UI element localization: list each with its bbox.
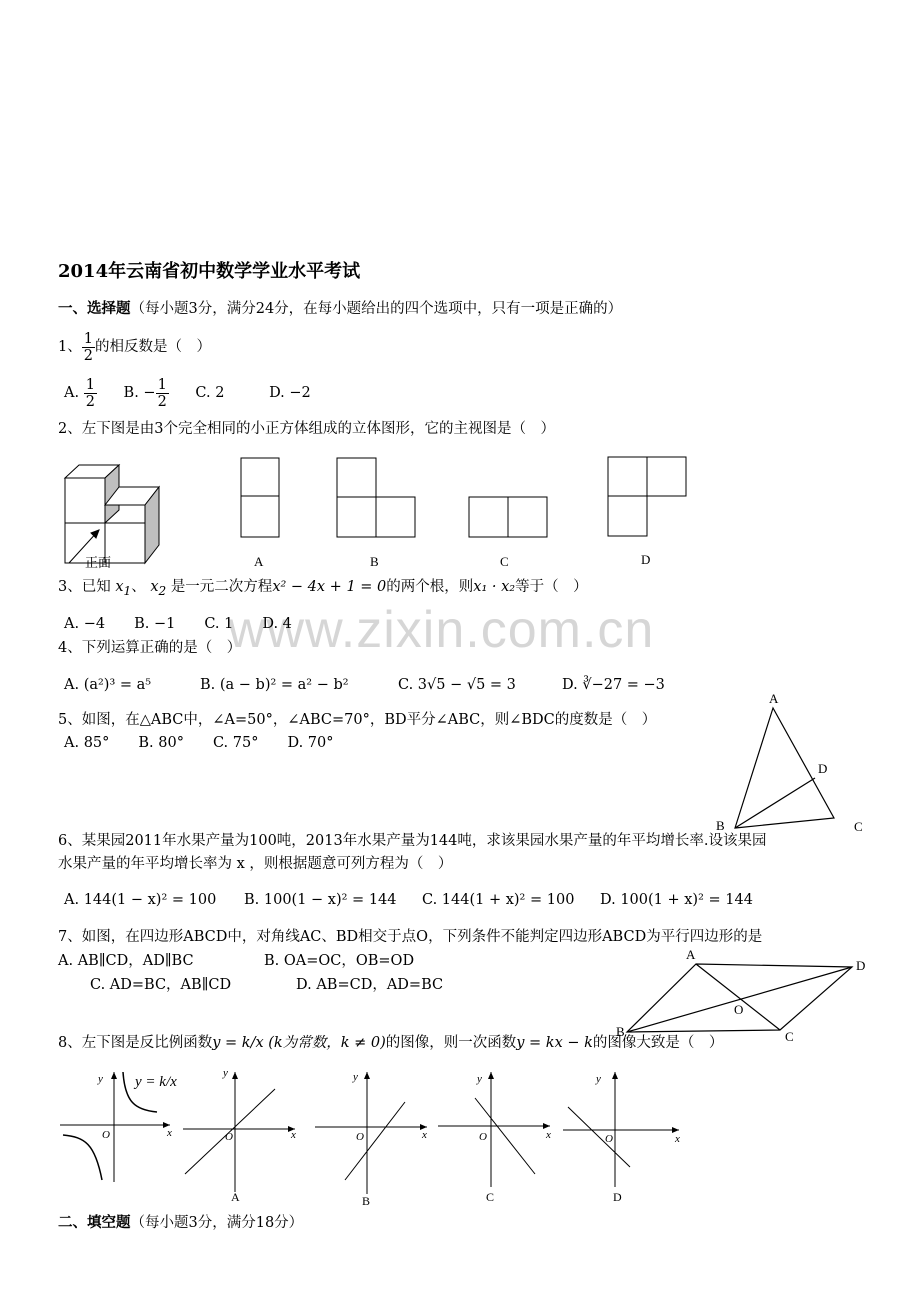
q8-graphs — [55, 1062, 695, 1208]
graph0-x: x — [167, 1127, 172, 1139]
graph-a-x: x — [291, 1129, 296, 1141]
q1-option-d: D. −2 — [269, 385, 311, 401]
q3-x2: $x_2$ — [150, 579, 167, 598]
q4-stem: 4、下列运算正确的是（ ） — [58, 640, 242, 656]
q8-stem — [58, 1033, 723, 1053]
q7-label-o: O — [734, 1002, 744, 1017]
q7-stem: 7、如图，在四边形ABCD中，对角线AC、BD相交于点O，下列条件不能判定四边形ABCD为平行四边形的是 — [58, 929, 763, 945]
q1-option-c: C. 2 — [195, 385, 225, 401]
graph-d-y: y — [596, 1073, 601, 1085]
section-2-heading — [58, 1213, 303, 1233]
graph0-y: y — [98, 1073, 103, 1085]
graph-b-label: B — [362, 1194, 371, 1208]
q1-option-b: B. − — [123, 385, 156, 401]
graph-a-y: y — [223, 1067, 228, 1079]
q1-frac-den: 2 — [83, 347, 93, 364]
q1-frac-num: 1 — [83, 330, 93, 347]
q7-label-b: B — [616, 1024, 625, 1039]
q2-label-a: A — [254, 554, 264, 569]
q6-option-b: B. 100(1 − x)² = 144 — [244, 892, 397, 908]
q1-option-b-frac — [156, 377, 169, 410]
q5-triangle-figure — [710, 688, 870, 834]
q3-options: A. −4 B. −1 C. 1 D. 4 — [64, 616, 292, 632]
q1-option-a: A. — [64, 385, 80, 401]
q2-front-label: 正面 — [85, 555, 112, 570]
graph-c-origin: O — [479, 1131, 487, 1143]
graph-d-label: D — [613, 1190, 622, 1204]
graph-a-origin: O — [225, 1131, 233, 1143]
graph0-curve-label: y = k/x — [135, 1074, 177, 1090]
q2-label-b: B — [370, 554, 379, 569]
q1-options — [64, 373, 311, 413]
watermark: www.zixin.com.cn — [228, 601, 655, 659]
section-1-head: 一、选择题 — [58, 300, 131, 317]
q7-option-a: A. AB∥CD，AD∥BC — [58, 953, 194, 969]
graph-b-origin: O — [356, 1131, 364, 1143]
q4-option-a: A. (a²)³ = a⁵ — [64, 677, 152, 693]
q4-option-d: D. ∛−27 = −3 — [562, 677, 665, 693]
graph-d-x: x — [675, 1133, 680, 1145]
q2-option-figures — [241, 457, 686, 537]
q5-label-a: A — [769, 691, 779, 706]
q4-option-c: C. 3√5 − √5 = 3 — [398, 677, 516, 693]
q3-text-4: 等于（ ） — [515, 579, 588, 595]
q8-equation-1: y = k/x (k为常数，k ≠ 0) — [212, 1035, 386, 1051]
q6-option-d: D. 100(1 + x)² = 144 — [600, 892, 753, 908]
q8-text-3: 的图像大致是（ ） — [592, 1035, 724, 1051]
graph-b-y: y — [353, 1071, 358, 1083]
q1-number: 1、 — [58, 339, 82, 355]
section-1-note: （每小题3分，满分24分，在每小题给出的四个选项中，只有一项是正确的） — [130, 301, 623, 317]
q7-label-c: C — [785, 1029, 794, 1044]
q3-equation: x² − 4x + 1 = 0 — [272, 579, 387, 595]
q1-stem-text: 的相反数是（ ） — [94, 339, 211, 355]
q3-text-2: 是一元二次方程 — [170, 579, 273, 595]
q6-line-1: 6、某果园2011年水果产量为100吨，2013年水果产量为144吨，求该果园水果产量的年平均增长率.设该果园 — [58, 833, 767, 849]
section-2-note: （每小题3分，满分18分） — [130, 1215, 304, 1231]
section-2-head: 二、填空题 — [58, 1214, 131, 1231]
q5-options: A. 85° B. 80° C. 75° D. 70° — [64, 735, 334, 751]
q7-option-c: C. AD=BC，AB∥CD — [90, 977, 232, 993]
q1-option-a-frac — [84, 377, 97, 410]
q8-text-2: 的图像，则一次函数 — [385, 1035, 517, 1051]
q3-x1: $x_1$ — [115, 579, 132, 598]
q6-option-c: C. 144(1 + x)² = 100 — [422, 892, 575, 908]
frac-num: 1 — [85, 376, 95, 393]
exam-title: 2014年云南省初中数学学业水平考试 — [58, 261, 361, 282]
graph-b-x: x — [422, 1129, 427, 1141]
q3-product: x₁ · x₂ — [473, 579, 516, 595]
q6-line-2: 水果产量的年平均增长率为 x ，则根据题意可列方程为（ ） — [58, 856, 453, 872]
q6-option-a: A. 144(1 − x)² = 100 — [64, 892, 217, 908]
q7-label-a: A — [686, 947, 696, 962]
q4-option-b: B. (a − b)² = a² − b² — [200, 677, 349, 693]
graph-a-label: A — [231, 1190, 240, 1204]
q2-cube-solid — [65, 465, 159, 563]
q5-stem: 5、如图，在△ABC中，∠A=50°，∠ABC=70°，BD平分∠ABC，则∠BDC的度数是（ ） — [58, 712, 657, 728]
graph-c-label: C — [486, 1190, 495, 1204]
q7-label-d: D — [856, 958, 866, 973]
q7-parallelogram-figure — [610, 944, 880, 1044]
section-1-heading — [58, 299, 622, 319]
q2-stem: 2、左下图是由3个完全相同的小正方体组成的立体图形，它的主视图是（ ） — [58, 421, 555, 437]
frac-den: 2 — [157, 393, 167, 410]
graph0-origin: O — [102, 1129, 110, 1141]
q1-fraction — [82, 331, 95, 364]
q8-text-1: 8、左下图是反比例函数 — [58, 1035, 213, 1051]
q2-figures — [55, 445, 705, 575]
q1-stem — [58, 327, 211, 367]
q3-sep: 、 — [131, 579, 146, 595]
q5-label-c: C — [854, 819, 863, 834]
q5-label-b: B — [716, 818, 725, 833]
q8-equation-2: y = kx − k — [516, 1035, 593, 1051]
graph-c-x: x — [546, 1129, 551, 1141]
q3-text-3: 的两个根，则 — [386, 579, 474, 595]
q3-text-1: 3、已知 — [58, 579, 111, 595]
q3-stem — [58, 577, 588, 601]
frac-den: 2 — [85, 393, 95, 410]
q7-option-d: D. AB=CD，AD=BC — [296, 977, 444, 993]
graph-c-y: y — [477, 1073, 482, 1085]
q2-label-d: D — [641, 552, 651, 567]
frac-num: 1 — [157, 376, 167, 393]
q5-label-d: D — [818, 761, 828, 776]
graph-d-origin: O — [605, 1133, 613, 1145]
q2-label-c: C — [500, 554, 509, 569]
q7-option-b: B. OA=OC，OB=OD — [264, 953, 415, 969]
